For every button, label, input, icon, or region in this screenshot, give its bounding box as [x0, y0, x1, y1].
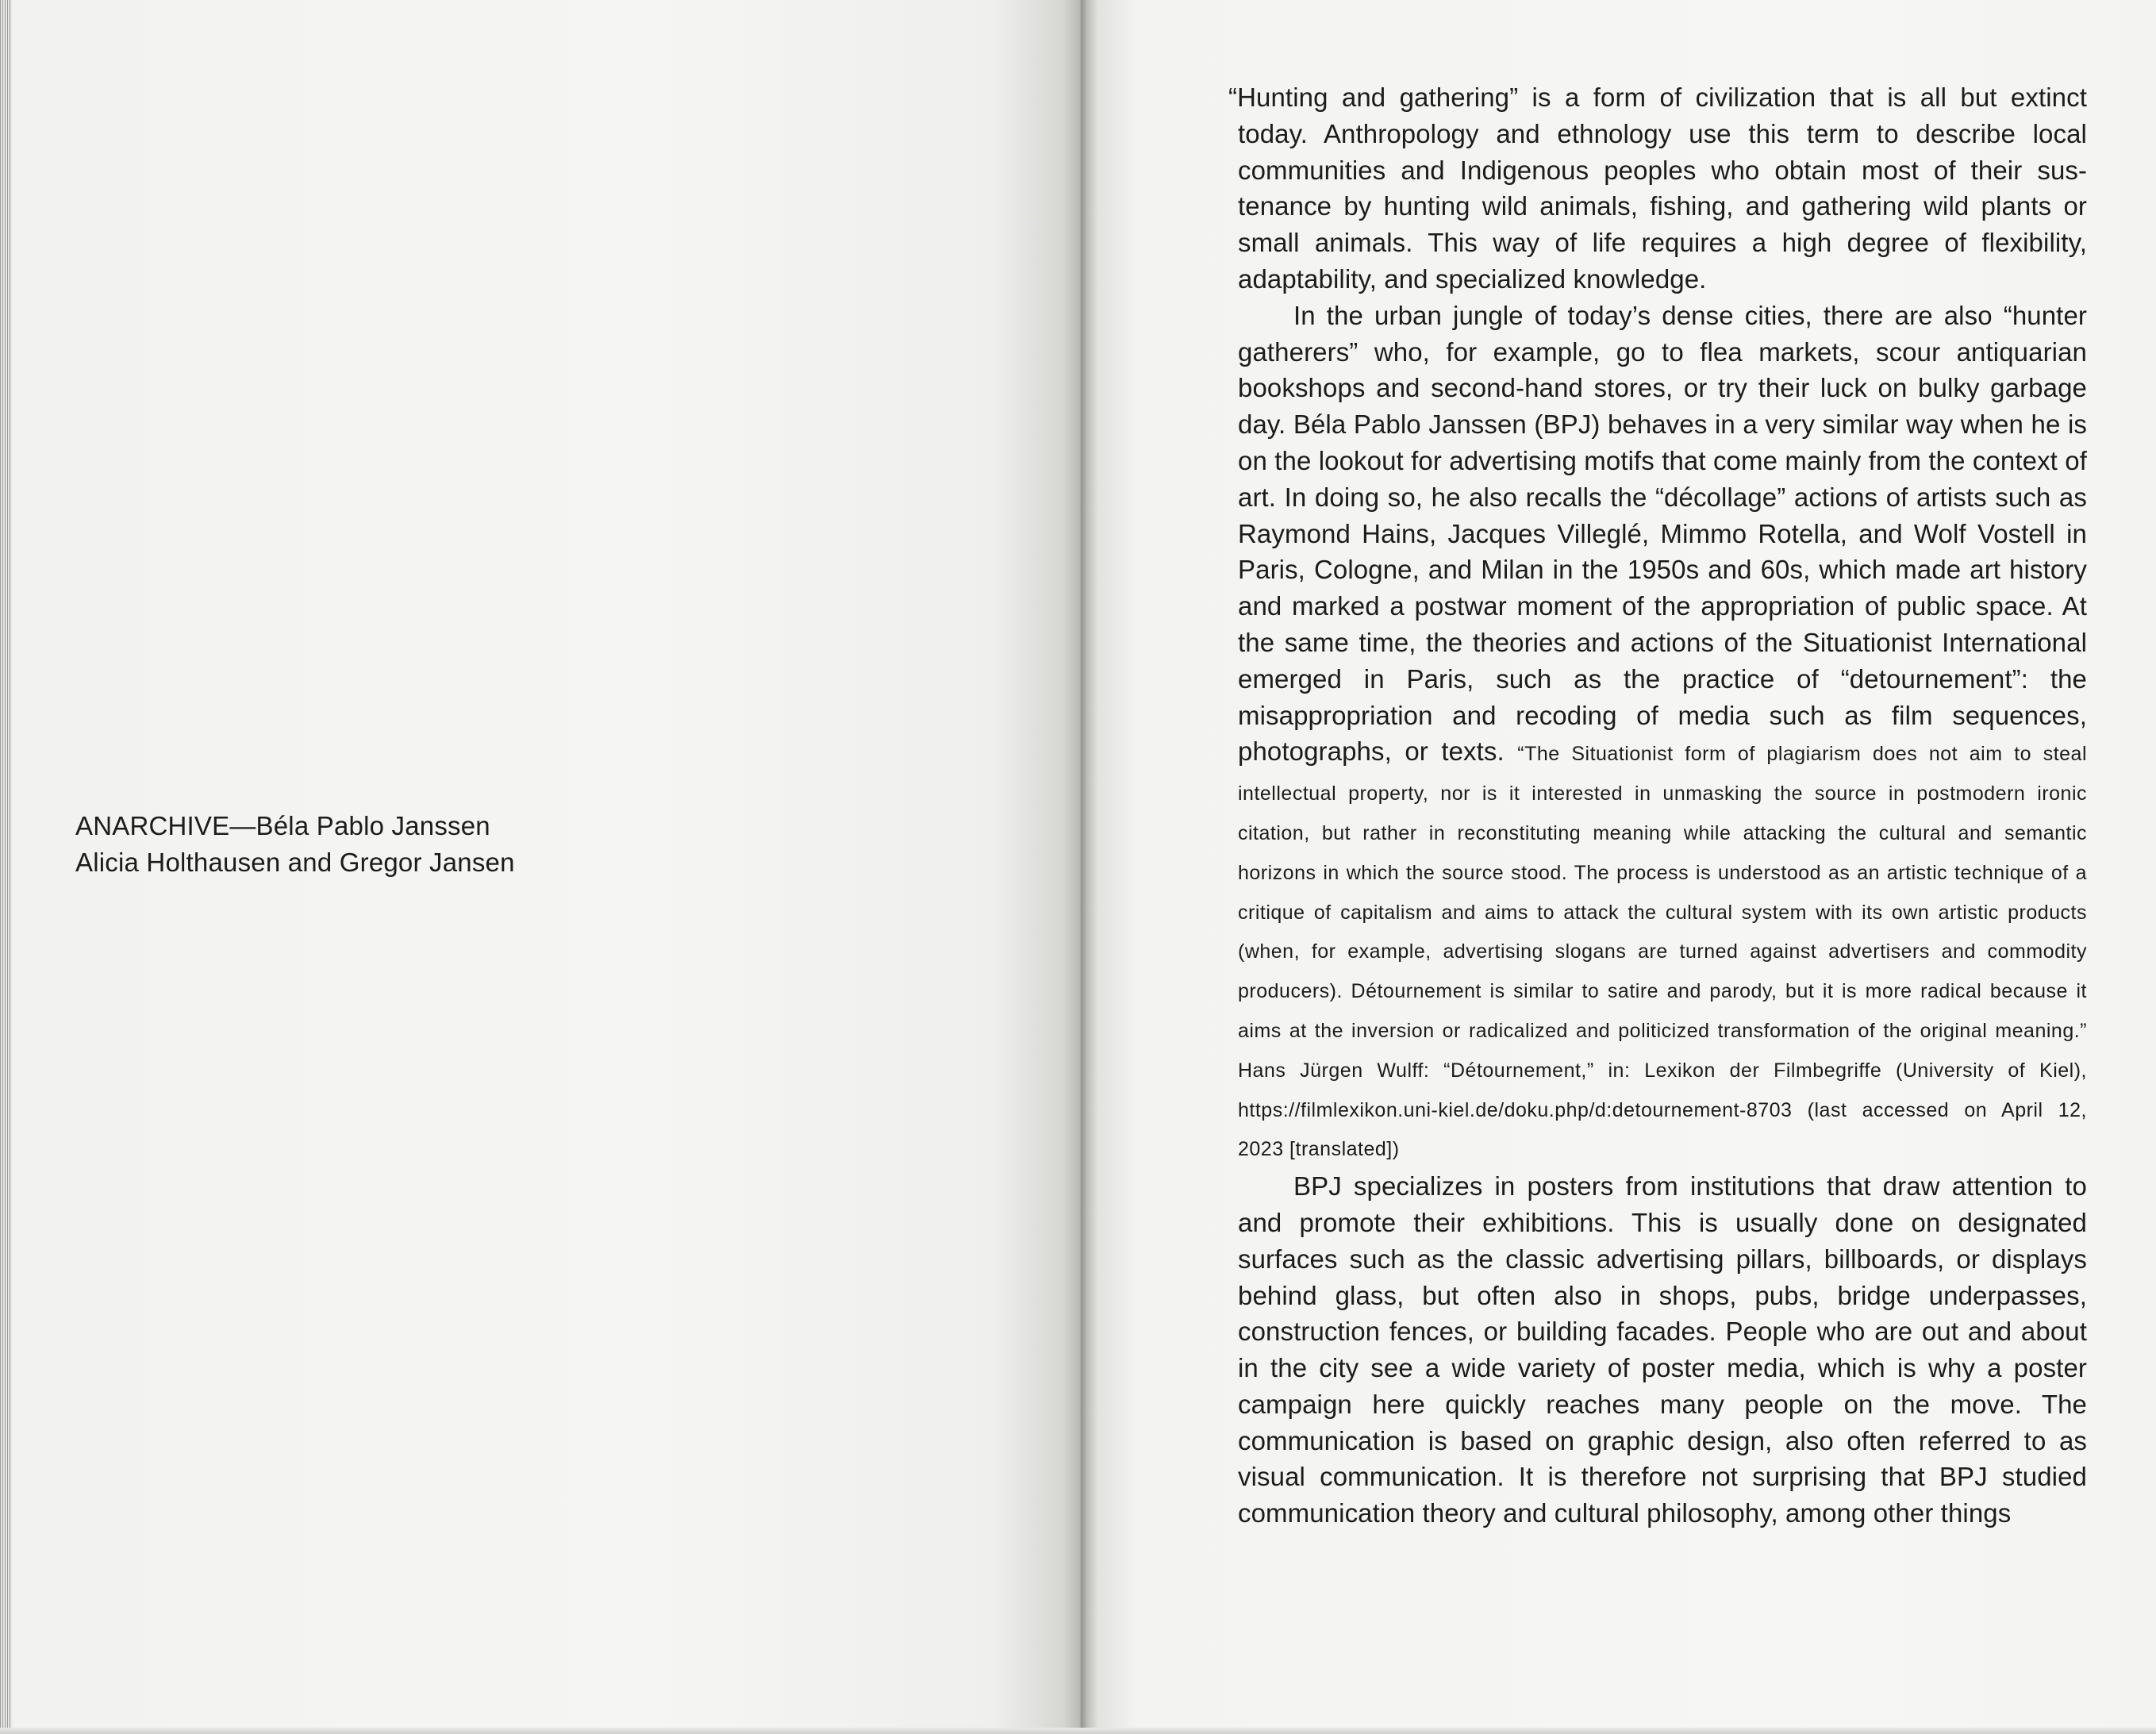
essay-title: ANARCHIVE—Béla Pablo Janssen [75, 811, 490, 840]
body-paragraph: BPJ specializes in posters from institutions that draw attention to and promote their exhibitions. This is usually done on designated surfaces such as the classic advertising pillars, billboards, or displays behind glass, but often also in shops, pubs, bridge underpasses, construction fences, or building facades. People who are out and about in the city see a wide variety of poster media, which is why a poster campaign here quickly reaches many people on the move. The communication is based on graphic design, also often referred to as visual communication. It is therefore not surprising that BPJ studied communication theory and cultural philosophy, among other things [1238, 1171, 2087, 1528]
footnote: “The Situationist form of plagiarism does not aim to steal intellectual property, nor is it interested in unmasking the source in postmodern ironic citation, but rather in reconstituting meaning while attacking the cultural and semantic horizons in which the source stood. The process is understood as an artistic technique of a critique of capitalism and aims to attack the cultural system with its own artistic products (when, for example, advertising slogans are turned against advertisers and commodity producers). Détournement is similar to satire and parody, but it is more radical because it aims at the inversion or radicalized and politicized transformation of the original meaning.” Hans Jürgen Wulff: “Détournement,” in: Lexikon der Filmbegriffe (University of Kiel), https://filmlexikon.uni-kiel.de/doku.php/d:detournement-8703 (last accessed on April 12, 2023 [translated]) [1238, 743, 2087, 1161]
credits-block [75, 808, 515, 881]
body-paragraph-text: In the urban jungle of today’s dense cities, there are also “hunter gatherers” who, for example, go to flea markets, scour antiquarian bookshops and second-hand stores, or try their luck on bulky garbage day. Béla Pablo Janssen (BPJ) behaves in a very similar way when he is on the lookout for advertising motifs that come mainly from the context of art. In doing so, he also recalls the “décollage” actions of artists such as Raymond Hains, Jacques Villeglé, Mimmo Rotella, and Wolf Vostell in Paris, Cologne, and Milan in the 1950s and 60s, which made art history and marked a postwar moment of the appropriation of public space. At the same time, the theories and actions of the Situationist International emerged in Paris, such as the practice of “detournement”: the misappropriation and recoding of media such as film sequences, photographs, or texts. [1238, 300, 2087, 767]
body-paragraph [1238, 298, 2087, 1168]
body-paragraph: “Hunting and gathering” is a form of civilization that is all but extinct today. Anthropology and ethnology use this term to describe local communities and Indigenous peoples who obtain most of their sustenance by hunting wild animals, fishing, and gathering wild plants or small animals. This way of life requires a high degree of flexibility, adaptability, and specialized knowledge. [1228, 83, 2087, 294]
essay-authors: Alicia Holthausen and Gregor Jansen [75, 848, 515, 877]
page-edge-stack [0, 0, 11, 1734]
page-bottom-edge [0, 1728, 2156, 1734]
book-gutter-shadow [1063, 0, 1098, 1734]
essay-body [1228, 79, 2087, 1532]
